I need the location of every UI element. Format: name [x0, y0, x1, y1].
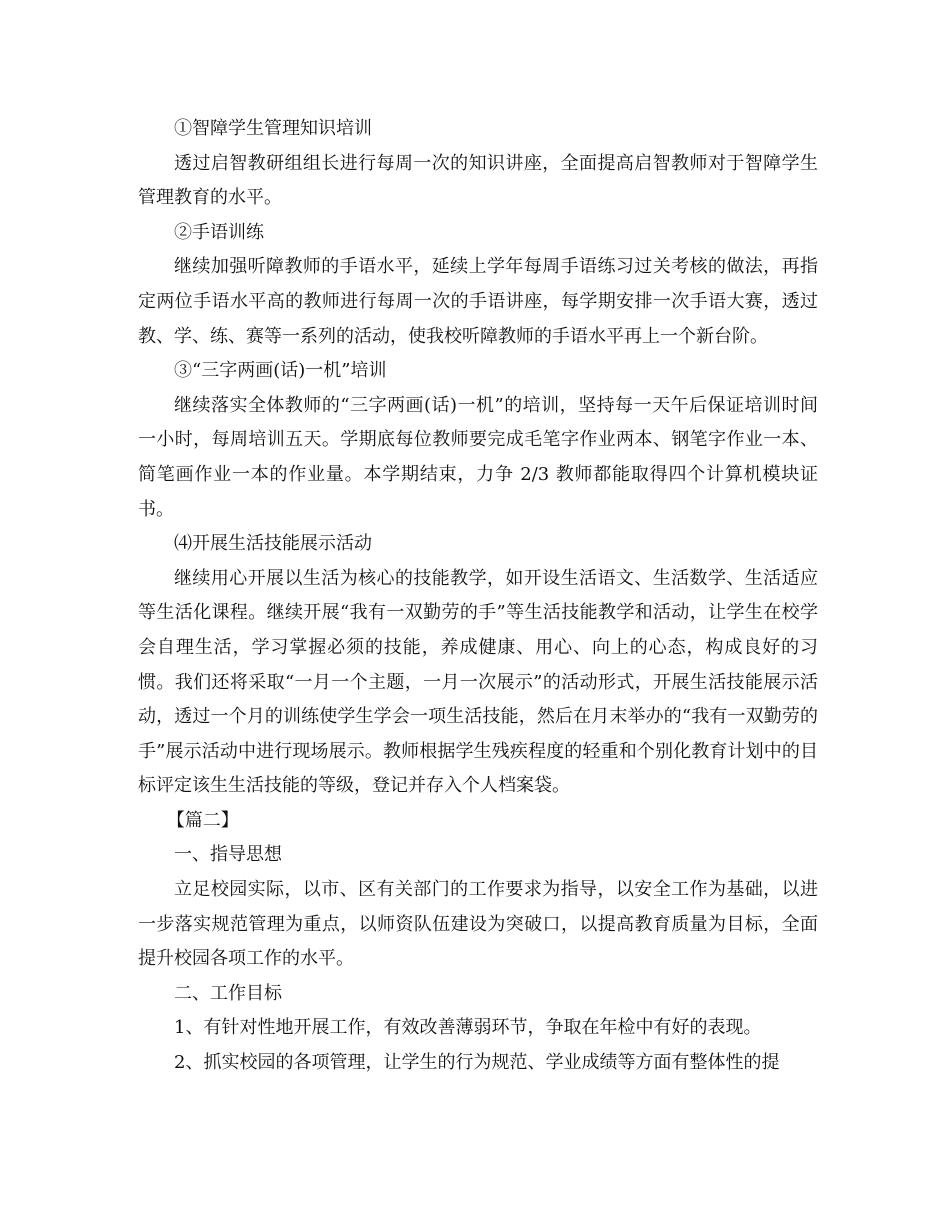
- paragraph-skills-training: 继续落实全体教师的“三字两画(话)一机”的培训，坚持每一天午后保证培训时间一小时，每周培训五天。学期底每位教师要完成毛笔字作业两本、钢笔字作业一本、简笔画作业一本的作业量。本学期结束，力争 2/3 教师都能取得四个计算机模块证书。: [138, 394, 818, 520]
- section-heading-skills-training: ③“三字两画(话)一机”培训: [174, 360, 387, 382]
- paragraph-goal-1: 1、有针对性地开展工作，有效改善薄弱环节，争取在年检中有好的表现。: [174, 1017, 762, 1039]
- paragraph-sign-language: 继续加强听障教师的手语水平，延续上学年每周手语练习过关考核的做法，再指定两位手语水平高的教师进行每周一次的手语讲座，每学期安排一次手语大赛，透过教、学、练、赛等一系列的活动，使我校听障教师的手语水平再上一个新台阶。: [138, 256, 818, 347]
- paragraph-goal-2: 2、抓实校园的各项管理，让学生的行为规范、学业成绩等方面有整体性的提: [174, 1052, 780, 1074]
- paragraph-mental-training: 透过启智教研组组长进行每周一次的知识讲座，全面提高启智教师对于智障学生管理教育的水平。: [138, 152, 818, 209]
- section-heading-mental-training: ①智障学生管理知识培训: [174, 118, 372, 139]
- section-heading-life-skills: ⑷开展生活技能展示活动: [174, 533, 372, 555]
- part-heading: 【篇二】: [166, 809, 239, 831]
- section-heading-sign-language: ②手语训练: [174, 221, 264, 243]
- paragraph-life-skills: 继续用心开展以生活为核心的技能教学，如开设生活语文、生活数学、生活适应等生活化课程。继续开展“我有一双勤劳的手”等生活技能教学和活动，让学生在校学会自理生活，学习掌握必须的技能，养成健康、用心、向上的心态，构成良好的习惯。我们还将采取“一月一个主题，一月一次展示”的活动形式，开展生活技能展示活动，透过一个月的训练使学生学会一项生活技能，然后在月末举办的“我有一双勤劳的手”展示活动中进行现场展示。教师根据学生残疾程度的轻重和个别化教育计划中的目标评定该生生活技能的等级，登记并存入个人档案袋。: [138, 567, 818, 797]
- paragraph-guiding-thought: 立足校园实际，以市、区有关部门的工作要求为指导，以安全工作为基础，以进一步落实规范管理为重点，以师资队伍建设为突破口，以提高教育质量为目标，全面提升校园各项工作的水平。: [138, 879, 818, 970]
- section-heading-guiding-thought: 一、指导思想: [174, 844, 282, 866]
- section-heading-work-goals: 二、工作目标: [174, 982, 282, 1004]
- document-page: [138, 112, 818, 1081]
